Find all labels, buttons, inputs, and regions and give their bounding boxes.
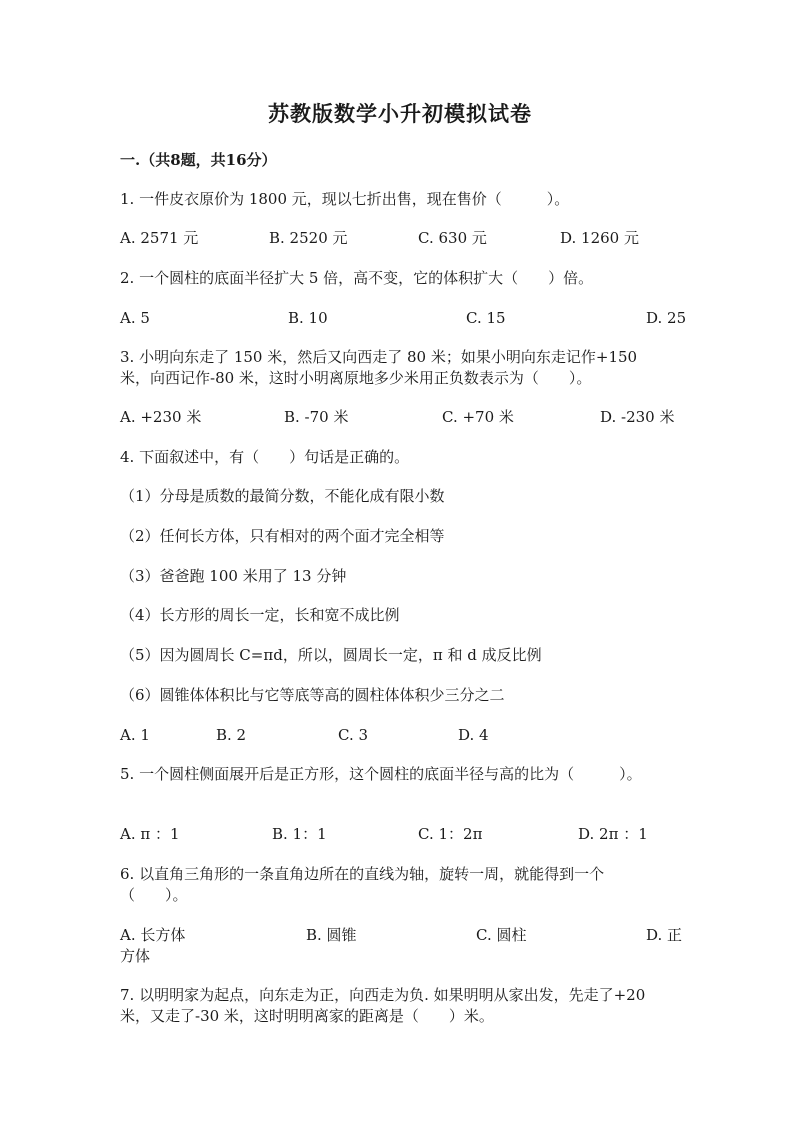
q6-option-a: A. 长方体	[120, 926, 186, 944]
q2-option-a: A. 5	[120, 309, 150, 327]
question-3-stem-line-1: 3. 小明向东走了 150 米，然后又向西走了 80 米；如果小明向东走记作+150	[120, 348, 638, 366]
q4-option-d: D. 4	[458, 726, 489, 744]
q1-option-b: B. 2520 元	[269, 229, 348, 247]
question-1-options	[120, 228, 680, 248]
q4-option-c: C. 3	[338, 726, 369, 744]
question-4-stem: 4. 下面叙述中，有（ ）句话是正确的。	[120, 448, 410, 466]
q6-option-c: C. 圆柱	[476, 926, 527, 944]
question-5-stem: 5. 一个圆柱侧面展开后是正方形，这个圆柱的底面半径与高的比为（ ）。	[120, 765, 642, 783]
q6-option-d: D. 正	[646, 926, 683, 944]
q5-option-b: B. 1：1	[272, 825, 327, 843]
q5-option-a: A. π ：1	[120, 825, 180, 843]
question-7-stem-line-1: 7. 以明明家为起点，向东走为正，向西走为负. 如果明明从家出发，先走了+20	[120, 986, 646, 1004]
q2-option-c: C. 15	[466, 309, 506, 327]
q1-option-d: D. 1260 元	[560, 229, 639, 247]
question-7-stem-line-2: 米，又走了-30 米，这时明明离家的距离是（ ）米。	[120, 1007, 494, 1025]
q3-option-b: B. -70 米	[284, 408, 349, 426]
q3-option-c: C. +70 米	[442, 408, 514, 426]
question-2-stem: 2. 一个圆柱的底面半径扩大 5 倍，高不变，它的体积扩大（ ）倍。	[120, 269, 594, 287]
question-2-options	[120, 308, 687, 328]
q4-statement-1: （1）分母是质数的最简分数，不能化成有限小数	[120, 487, 445, 505]
q5-option-d: D. 2π ：1	[578, 825, 648, 843]
q2-option-b: B. 10	[288, 309, 328, 327]
q6-option-d-wrap: 方体	[120, 947, 151, 965]
q4-option-a: A. 1	[120, 726, 150, 744]
q3-option-d: D. -230 米	[600, 408, 675, 426]
q4-statement-5: （5）因为圆周长 C=πd，所以，圆周长一定，π 和 d 成反比例	[120, 646, 542, 664]
question-1-stem: 1. 一件皮衣原价为 1800 元，现以七折出售，现在售价（ ）。	[120, 190, 570, 208]
q3-option-a: A. +230 米	[120, 408, 202, 426]
exam-title: 苏教版数学小升初模拟试卷	[268, 101, 532, 126]
q5-option-c: C. 1：2π	[418, 825, 483, 843]
question-3-stem-line-2: 米，向西记作-80 米，这时小明离原地多少米用正负数表示为（ ）。	[120, 369, 592, 387]
question-3-options	[120, 407, 680, 427]
q4-statement-4: （4）长方形的周长一定，长和宽不成比例	[120, 606, 400, 624]
q4-statement-2: （2）任何长方体，只有相对的两个面才完全相等	[120, 527, 445, 545]
q1-option-a: A. 2571 元	[120, 229, 199, 247]
section-header: 一.（共8题，共16分）	[120, 151, 277, 169]
question-6-stem-line-2: （ ）。	[120, 886, 188, 904]
question-4-options	[120, 725, 680, 745]
question-6-stem-line-1: 6. 以直角三角形的一条直角边所在的直线为轴，旋转一周，就能得到一个	[120, 865, 605, 883]
q6-option-b: B. 圆锥	[306, 926, 357, 944]
q4-statement-6: （6）圆锥体体积比与它等底等高的圆柱体体积少三分之二	[120, 686, 505, 704]
q4-option-b: B. 2	[216, 726, 247, 744]
q2-option-d: D. 25	[646, 309, 687, 327]
q1-option-c: C. 630 元	[418, 229, 487, 247]
q4-statement-3: （3）爸爸跑 100 米用了 13 分钟	[120, 567, 347, 585]
question-5-options	[120, 824, 680, 844]
question-6-options	[120, 925, 683, 945]
